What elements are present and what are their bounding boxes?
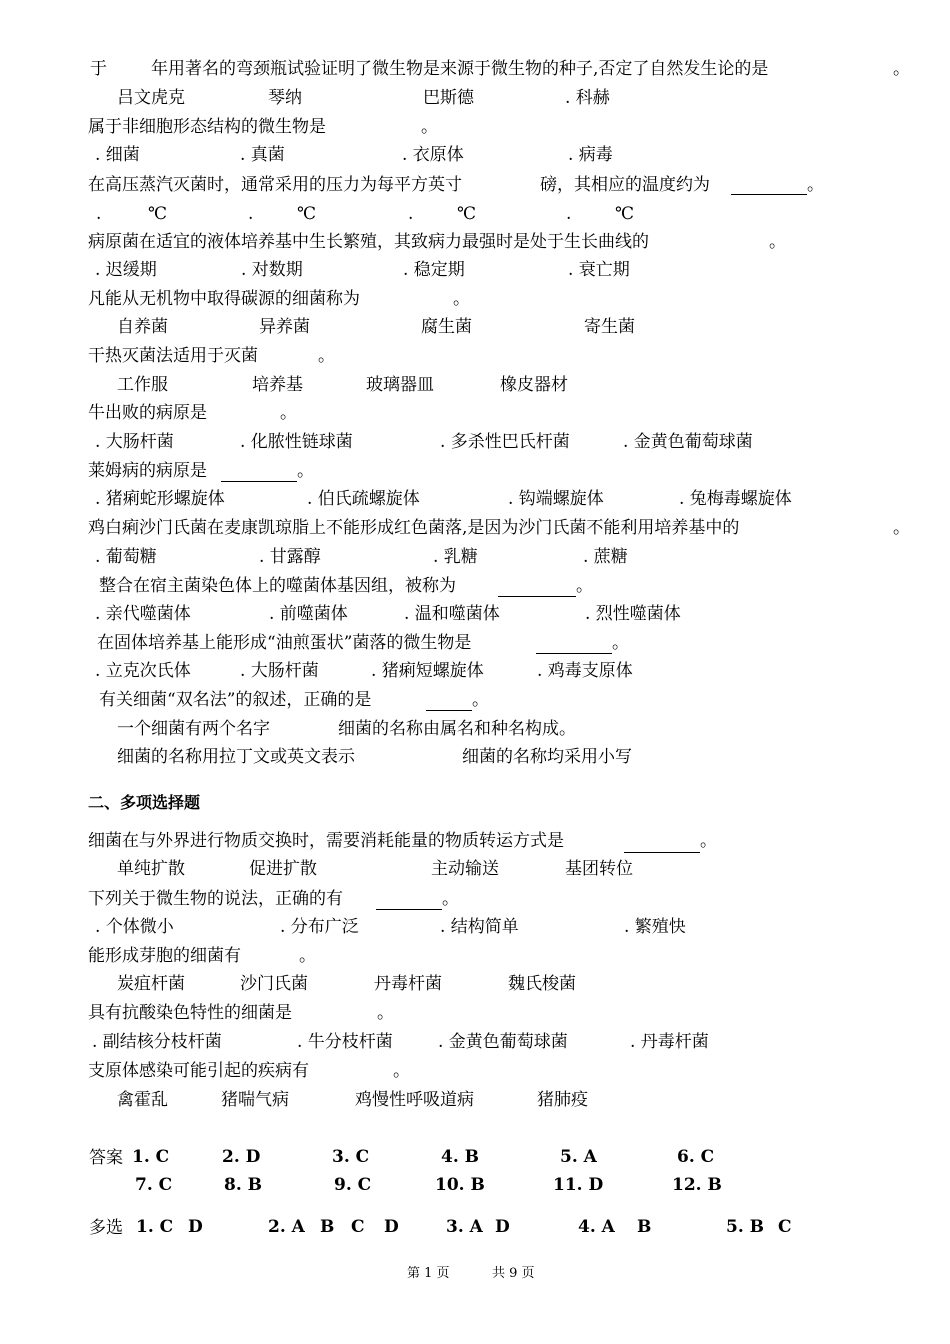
option: . 钩端螺旋体 — [508, 489, 604, 509]
answer-item: 11. D — [553, 1175, 604, 1195]
option: 丹毒杆菌 — [374, 974, 442, 994]
answer-item: D — [188, 1217, 203, 1237]
question-text: 具有抗酸染色特性的细菌是 — [88, 1003, 292, 1023]
option: . 牛分枝杆菌 — [297, 1032, 393, 1052]
answer-item: 1. C — [136, 1217, 174, 1237]
answer-item: B — [320, 1217, 335, 1237]
question-text: 整合在宿主菌染色体上的噬菌体基因组，被称为 — [99, 576, 456, 596]
question-text: 在高压蒸汽灭菌时，通常采用的压力为每平方英寸 — [88, 175, 462, 195]
answer-blank — [426, 710, 472, 711]
option: 细菌的名称均采用小写 — [462, 747, 632, 767]
option: 工作服 — [117, 375, 168, 395]
answer-blank — [376, 909, 442, 910]
question-end: 。 — [393, 1061, 410, 1081]
answer-item: 5. A — [560, 1147, 597, 1167]
option: . 科赫 — [565, 88, 610, 108]
question-end: 。 — [421, 117, 438, 137]
option: . 大肠杆菌 — [240, 661, 319, 681]
option: ℃ — [148, 204, 168, 224]
answer-item: 3. A — [446, 1217, 483, 1237]
question-end: 。 — [453, 289, 470, 309]
question-text: 凡能从无机物中取得碳源的细菌称为 — [88, 289, 360, 309]
option: 培养基 — [252, 375, 303, 395]
question-text: 干热灭菌法适用于灭菌 — [88, 346, 258, 366]
option: . — [96, 204, 102, 224]
question-text: 支原体感染可能引起的疾病有 — [88, 1061, 309, 1081]
question-end: 。 — [377, 1003, 394, 1023]
option: . 甘露醇 — [259, 547, 321, 567]
answer-item: C — [778, 1217, 792, 1237]
page-number: 第 1 页 — [407, 1266, 450, 1281]
option: . 个体微小 — [95, 917, 174, 937]
answer-label: 多选 — [89, 1218, 123, 1238]
answer-item: 10. B — [435, 1175, 485, 1195]
option: 玻璃器皿 — [366, 375, 434, 395]
answer-blank — [624, 852, 700, 853]
section-heading: 二、多项选择题 — [88, 793, 201, 812]
answer-item: 4. A — [578, 1217, 615, 1237]
option: . 衰亡期 — [568, 260, 630, 280]
answer-item: 4. B — [441, 1147, 480, 1167]
option: . 金黄色葡萄球菌 — [438, 1032, 568, 1052]
option: . — [248, 204, 254, 224]
question-text-2: 磅，其相应的温度约为 — [540, 175, 710, 195]
option: . 对数期 — [241, 260, 303, 280]
option: . 温和噬菌体 — [404, 604, 500, 624]
option: . 兔梅毒螺旋体 — [679, 489, 792, 509]
answer-item: C — [351, 1217, 365, 1237]
option: 猪肺疫 — [537, 1090, 588, 1110]
option: ℃ — [615, 204, 635, 224]
question-end: 。 — [472, 690, 489, 710]
option: . 大肠杆菌 — [95, 432, 174, 452]
question-prefix: 于 — [90, 59, 107, 79]
answer-blank — [498, 596, 576, 597]
option: . — [566, 204, 572, 224]
option: 禽霍乱 — [117, 1090, 168, 1110]
option: ℃ — [297, 204, 317, 224]
question-text: 莱姆病的病原是 — [88, 461, 207, 481]
option: . 副结核分枝杆菌 — [92, 1032, 222, 1052]
answer-item: D — [495, 1217, 510, 1237]
option: 魏氏梭菌 — [508, 974, 576, 994]
question-text: 下列关于微生物的说法，正确的有 — [88, 889, 343, 909]
option: 沙门氏菌 — [240, 974, 308, 994]
answer-label: 答案 — [89, 1148, 123, 1168]
page-total: 共 9 页 — [492, 1266, 535, 1281]
question-end: 。 — [297, 461, 314, 481]
answer-item: 12. B — [672, 1175, 722, 1195]
answer-item: D — [384, 1217, 399, 1237]
option: . 衣原体 — [402, 145, 464, 165]
option: . 烈性噬菌体 — [585, 604, 681, 624]
option: . 乳糖 — [433, 547, 478, 567]
answer-item: 7. C — [135, 1175, 173, 1195]
question-end: 。 — [807, 175, 824, 195]
question-text: 属于非细胞形态结构的微生物是 — [88, 117, 326, 137]
question-text: 有关细菌“双名法”的叙述，正确的是 — [99, 690, 372, 710]
option: . 蔗糖 — [583, 547, 628, 567]
answer-item: B — [637, 1217, 652, 1237]
answer-item: 5. B — [726, 1217, 765, 1237]
question-end: 。 — [769, 232, 786, 252]
option: 鸡慢性呼吸道病 — [355, 1090, 474, 1110]
option: 炭疽杆菌 — [117, 974, 185, 994]
option: . 鸡毒支原体 — [537, 661, 633, 681]
question-text: 在固体培养基上能形成“油煎蛋状”菌落的微生物是 — [97, 633, 472, 653]
question-text: 细菌在与外界进行物质交换时，需要消耗能量的物质转运方式是 — [88, 831, 564, 851]
option: . 伯氏疏螺旋体 — [307, 489, 420, 509]
option: 主动输送 — [431, 859, 499, 879]
option: . 猪痢短螺旋体 — [371, 661, 484, 681]
option: . 金黄色葡萄球菌 — [623, 432, 753, 452]
question-text: 年用著名的弯颈瓶试验证明了微生物是来源于微生物的种子,否定了自然发生论的是 — [151, 59, 769, 79]
option: 促进扩散 — [249, 859, 317, 879]
option: . 稳定期 — [403, 260, 465, 280]
question-end: 。 — [442, 889, 459, 909]
option: 细菌的名称用拉丁文或英文表示 — [117, 747, 355, 767]
question-end: 。 — [893, 518, 910, 538]
option: . 迟缓期 — [95, 260, 157, 280]
answer-item: 8. B — [224, 1175, 263, 1195]
option: . 真菌 — [240, 145, 285, 165]
question-text: 能形成芽胞的细菌有 — [88, 946, 241, 966]
option: 自养菌 — [117, 317, 168, 337]
question-end: 。 — [280, 403, 297, 423]
option: 单纯扩散 — [117, 859, 185, 879]
question-end: 。 — [299, 946, 316, 966]
option: . 多杀性巴氏杆菌 — [440, 432, 570, 452]
answer-blank — [536, 653, 612, 654]
option: 寄生菌 — [584, 317, 635, 337]
answer-blank — [731, 194, 807, 195]
answer-item: 6. C — [677, 1147, 715, 1167]
option: . 繁殖快 — [624, 917, 686, 937]
answer-item: 2. D — [222, 1147, 261, 1167]
question-end: 。 — [576, 576, 593, 596]
question-end: 。 — [612, 633, 629, 653]
option: 琴纳 — [268, 88, 302, 108]
option: . 病毒 — [568, 145, 613, 165]
answer-item: 3. C — [332, 1147, 370, 1167]
answer-item: 1. C — [132, 1147, 170, 1167]
answer-item: 2. A — [268, 1217, 305, 1237]
option: 细菌的名称由属名和种名构成。 — [338, 719, 576, 739]
option: . 结构简单 — [440, 917, 519, 937]
option: . 亲代噬菌体 — [95, 604, 191, 624]
question-end: 。 — [893, 59, 910, 79]
option: 吕文虎克 — [117, 88, 185, 108]
option: . 丹毒杆菌 — [630, 1032, 709, 1052]
question-text: 牛出败的病原是 — [88, 403, 207, 423]
option: 橡皮器材 — [500, 375, 568, 395]
option: . 化脓性链球菌 — [240, 432, 353, 452]
answer-item: 9. C — [334, 1175, 372, 1195]
option: . 立克次氏体 — [95, 661, 191, 681]
option: 一个细菌有两个名字 — [117, 719, 270, 739]
answer-blank — [221, 481, 297, 482]
option: . 葡萄糖 — [95, 547, 157, 567]
option: . 细菌 — [95, 145, 140, 165]
option: 异养菌 — [259, 317, 310, 337]
question-end: 。 — [700, 831, 717, 851]
option: . — [408, 204, 414, 224]
question-end: 。 — [318, 346, 335, 366]
question-text: 鸡白痢沙门氏菌在麦康凯琼脂上不能形成红色菌落,是因为沙门氏菌不能利用培养基中的 — [88, 518, 740, 538]
option: 基团转位 — [565, 859, 633, 879]
option: 腐生菌 — [421, 317, 472, 337]
question-text: 病原菌在适宜的液体培养基中生长繁殖，其致病力最强时是处于生长曲线的 — [88, 232, 649, 252]
option: . 前噬菌体 — [269, 604, 348, 624]
option: 巴斯德 — [423, 88, 474, 108]
option: ℃ — [457, 204, 477, 224]
option: . 分布广泛 — [280, 917, 359, 937]
option: 猪喘气病 — [221, 1090, 289, 1110]
option: . 猪痢蛇形螺旋体 — [95, 489, 225, 509]
